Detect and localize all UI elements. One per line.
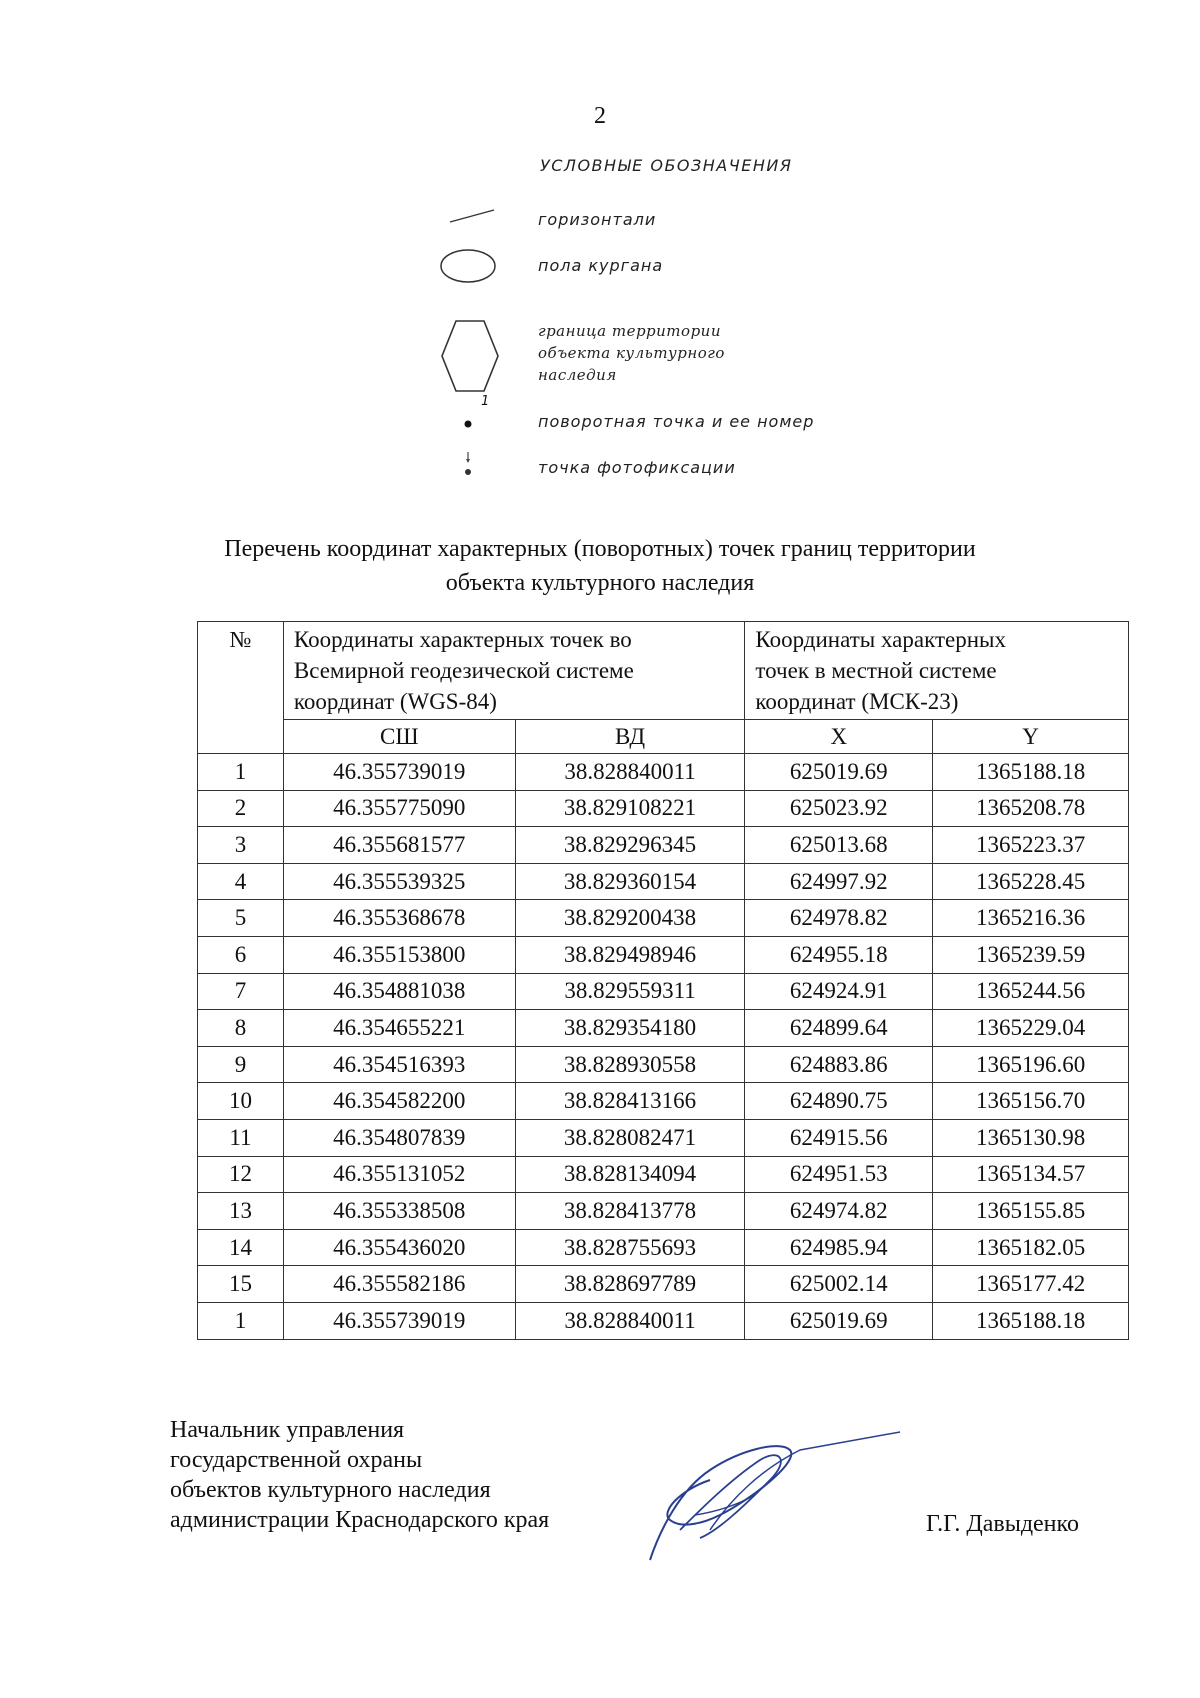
legend-item-photo-point: [430, 448, 950, 488]
cell-y: 1365239.59: [933, 936, 1129, 973]
cell-x: 624997.92: [745, 863, 933, 900]
cell-x: 624924.91: [745, 973, 933, 1010]
cell-latitude: 46.355368678: [283, 900, 515, 937]
cell-y: 1365244.56: [933, 973, 1129, 1010]
cell-y: 1365223.37: [933, 827, 1129, 864]
legend-label-line: граница территории: [538, 322, 721, 340]
cell-number: 7: [198, 973, 284, 1010]
cell-number: 12: [198, 1156, 284, 1193]
cell-longitude: 38.829498946: [515, 936, 745, 973]
table-row: [198, 1193, 1129, 1230]
cell-latitude: 46.355153800: [283, 936, 515, 973]
cell-number: 8: [198, 1010, 284, 1047]
header-latitude: СШ: [283, 720, 515, 754]
photo-point-icon: [430, 448, 510, 488]
cell-longitude: 38.828697789: [515, 1266, 745, 1303]
legend-label: горизонтали: [538, 210, 657, 229]
cell-latitude: 46.355775090: [283, 790, 515, 827]
header-y: Y: [933, 720, 1129, 754]
cell-latitude: 46.355436020: [283, 1229, 515, 1266]
signatory-title-line: администрации Краснодарского края: [170, 1507, 550, 1533]
cell-number: 4: [198, 863, 284, 900]
cell-latitude: 46.354582200: [283, 1083, 515, 1120]
cell-latitude: 46.354516393: [283, 1046, 515, 1083]
coordinates-table: [197, 621, 1129, 1340]
header-msk23-line: точек в местной системе: [755, 658, 997, 683]
header-msk23-line: Координаты характерных: [755, 627, 1006, 652]
point-number-marker: 1: [481, 394, 490, 409]
cell-longitude: 38.828840011: [515, 1302, 745, 1339]
cell-latitude: 46.354655221: [283, 1010, 515, 1047]
cell-longitude: 38.829354180: [515, 1010, 745, 1047]
table-row: [198, 1046, 1129, 1083]
cell-y: 1365134.57: [933, 1156, 1129, 1193]
legend-item-mound: [430, 246, 950, 286]
cell-y: 1365155.85: [933, 1193, 1129, 1230]
contour-line-icon: [430, 204, 510, 244]
table-row: [198, 1302, 1129, 1339]
table-row: [198, 1083, 1129, 1120]
table-caption: [0, 532, 1200, 600]
legend-item-contours: [430, 204, 950, 244]
legend-label-line: наследия: [538, 366, 617, 384]
cell-number: 1: [198, 1302, 284, 1339]
cell-longitude: 38.829360154: [515, 863, 745, 900]
table-row: [198, 754, 1129, 791]
cell-y: 1365216.36: [933, 900, 1129, 937]
table-row: [198, 1156, 1129, 1193]
table-row: [198, 827, 1129, 864]
cell-latitude: 46.355131052: [283, 1156, 515, 1193]
header-number: №: [198, 622, 284, 754]
cell-longitude: 38.828413166: [515, 1083, 745, 1120]
legend-item-boundary: [430, 318, 950, 394]
signatory-title: [170, 1415, 549, 1535]
table-row: [198, 863, 1129, 900]
cell-y: 1365130.98: [933, 1119, 1129, 1156]
cell-latitude: 46.354881038: [283, 973, 515, 1010]
caption-line: объекта культурного наследия: [445, 570, 755, 596]
cell-y: 1365182.05: [933, 1229, 1129, 1266]
cell-number: 10: [198, 1083, 284, 1120]
signatory-title-line: объектов культурного наследия: [170, 1477, 491, 1503]
cell-x: 625013.68: [745, 827, 933, 864]
cell-number: 11: [198, 1119, 284, 1156]
cell-latitude: 46.355338508: [283, 1193, 515, 1230]
cell-number: 5: [198, 900, 284, 937]
cell-number: 13: [198, 1193, 284, 1230]
signer-name: Г.Г. Давыденко: [926, 1511, 1079, 1537]
cell-y: 1365228.45: [933, 863, 1129, 900]
cell-number: 14: [198, 1229, 284, 1266]
cell-x: 624985.94: [745, 1229, 933, 1266]
cell-x: 624974.82: [745, 1193, 933, 1230]
signatory-title-line: государственной охраны: [170, 1447, 423, 1473]
cell-x: 624890.75: [745, 1083, 933, 1120]
cell-y: 1365156.70: [933, 1083, 1129, 1120]
header-longitude: ВД: [515, 720, 745, 754]
cell-longitude: 38.829108221: [515, 790, 745, 827]
legend-label: точка фотофиксации: [538, 458, 736, 477]
header-msk23-line: координат (МСК-23): [755, 689, 959, 714]
cell-y: 1365177.42: [933, 1266, 1129, 1303]
table-row: [198, 1266, 1129, 1303]
cell-x: 624883.86: [745, 1046, 933, 1083]
cell-latitude: 46.355739019: [283, 754, 515, 791]
cell-longitude: 38.828840011: [515, 754, 745, 791]
header-x: X: [745, 720, 933, 754]
cell-longitude: 38.829200438: [515, 900, 745, 937]
table-row: [198, 973, 1129, 1010]
table-row: [198, 900, 1129, 937]
cell-number: 15: [198, 1266, 284, 1303]
legend-label: поворотная точка и ее номер: [538, 412, 815, 431]
cell-x: 624951.53: [745, 1156, 933, 1193]
header-msk23: [745, 622, 1129, 720]
cell-longitude: 38.828413778: [515, 1193, 745, 1230]
caption-line: Перечень координат характерных (поворотных) точек границ территории: [224, 536, 976, 562]
legend-label-line: объекта культурного: [538, 344, 725, 362]
cell-x: 624978.82: [745, 900, 933, 937]
cell-number: 6: [198, 936, 284, 973]
table-row: [198, 1229, 1129, 1266]
cell-x: 624955.18: [745, 936, 933, 973]
table-row: [198, 936, 1129, 973]
cell-number: 3: [198, 827, 284, 864]
cell-latitude: 46.355681577: [283, 827, 515, 864]
cell-y: 1365229.04: [933, 1010, 1129, 1047]
turning-point-icon: [430, 394, 510, 434]
hexagon-icon: [430, 318, 510, 394]
table-row: [198, 1010, 1129, 1047]
cell-x: 625023.92: [745, 790, 933, 827]
cell-latitude: 46.354807839: [283, 1119, 515, 1156]
cell-y: 1365188.18: [933, 754, 1129, 791]
cell-latitude: 46.355539325: [283, 863, 515, 900]
table-row: [198, 1119, 1129, 1156]
legend-item-turning-point: [430, 394, 950, 434]
cell-y: 1365188.18: [933, 1302, 1129, 1339]
legend-title: УСЛОВНЫЕ ОБОЗНАЧЕНИЯ: [540, 156, 793, 175]
cell-longitude: 38.829296345: [515, 827, 745, 864]
legend-label: пола кургана: [538, 256, 664, 275]
header-wgs84-line: Всемирной геодезической системе: [293, 658, 634, 683]
page-number: 2: [594, 103, 606, 129]
cell-longitude: 38.828082471: [515, 1119, 745, 1156]
cell-y: 1365196.60: [933, 1046, 1129, 1083]
cell-number: 2: [198, 790, 284, 827]
cell-x: 624915.56: [745, 1119, 933, 1156]
header-wgs84: [283, 622, 745, 720]
header-wgs84-line: Координаты характерных точек во: [293, 627, 632, 652]
cell-longitude: 38.829559311: [515, 973, 745, 1010]
header-wgs84-line: координат (WGS-84): [293, 689, 497, 714]
cell-y: 1365208.78: [933, 790, 1129, 827]
cell-x: 625002.14: [745, 1266, 933, 1303]
cell-number: 1: [198, 754, 284, 791]
cell-latitude: 46.355582186: [283, 1266, 515, 1303]
cell-x: 624899.64: [745, 1010, 933, 1047]
cell-longitude: 38.828134094: [515, 1156, 745, 1193]
ellipse-icon: [430, 246, 510, 286]
signatory-title-line: Начальник управления: [170, 1417, 405, 1443]
cell-number: 9: [198, 1046, 284, 1083]
cell-latitude: 46.355739019: [283, 1302, 515, 1339]
cell-x: 625019.69: [745, 1302, 933, 1339]
table-row: [198, 790, 1129, 827]
cell-longitude: 38.828755693: [515, 1229, 745, 1266]
handwritten-signature: [640, 1420, 940, 1570]
cell-x: 625019.69: [745, 754, 933, 791]
cell-longitude: 38.828930558: [515, 1046, 745, 1083]
